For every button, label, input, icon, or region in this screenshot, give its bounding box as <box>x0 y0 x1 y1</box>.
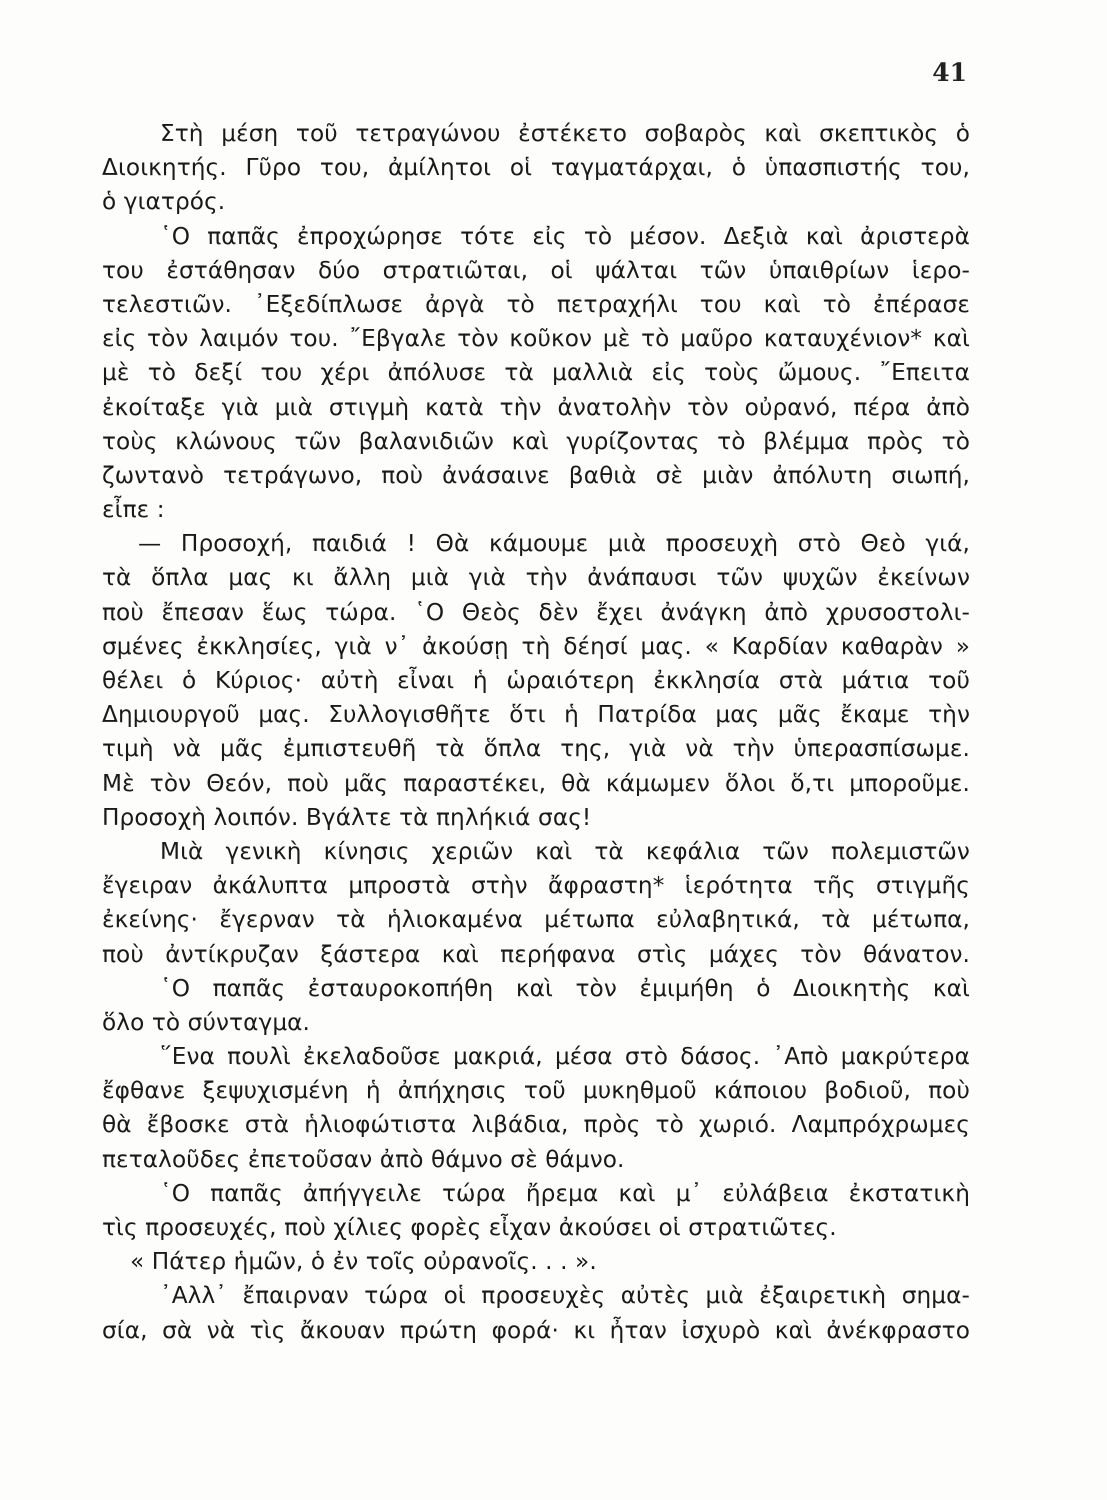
text-line: σία, σὰ νὰ τὶς ἄκουαν πρώτη φορά· κι ἦταν ἰσχυρὸ καὶ ἀνέκφραστο <box>102 1316 970 1344</box>
text-line: τοὺς κλώνους τῶν βαλανιδιῶν καὶ γυρίζοντας τὸ βλέμμα πρὸς τὸ <box>102 427 970 455</box>
text-line: ποὺ ἀντίκρυζαν ξάστερα καὶ περήφανα στὶς μάχες τὸν θάνατον. <box>102 940 970 968</box>
text-line: σμένες ἐκκλησίες, γιὰ ν᾽ ἀκούσῃ τὴ δέησί μας. « Καρδίαν καθαρὰν » <box>102 632 970 660</box>
text-line: ᾽Αλλ᾽ ἔπαιρναν τώρα οἱ προσευχὲς αὐτὲς μιὰ ἐξαιρετικὴ σημα- <box>160 1282 970 1310</box>
text-line: ῾Ο παπᾶς ἐσταυροκοπήθη καὶ τὸν ἐμιμήθη ὁ Διοικητὴς καὶ <box>160 974 970 1002</box>
text-line: ῾Ο παπᾶς ἐπροχώρησε τότε εἰς τὸ μέσον. Δεξιὰ καὶ ἀριστερὰ <box>160 222 970 250</box>
text-line: ἐκείνης· ἔγερναν τὰ ἡλιοκαμένα μέτωπα εὐλαβητικά, τὰ μέτωπα, <box>102 906 970 934</box>
text-line: του ἐστάθησαν δύο στρατιῶται, οἱ ψάλται τῶν ὑπαιθρίων ἱερο- <box>102 256 970 284</box>
text-line: ῾Ο παπᾶς ἀπήγγειλε τώρα ἤρεμα καὶ μ᾽ εὐλάβεια ἐκστατικὴ <box>160 1179 970 1207</box>
text-line: εἶπε : <box>102 496 165 524</box>
text-line: πεταλοῦδες ἐπετοῦσαν ἀπὸ θάμνο σὲ θάμνο. <box>102 1145 625 1173</box>
text-line: εἰς τὸν λαιμόν του. ῎Εβγαλε τὸν κοῦκον μὲ τὸ μαῦρο καταυχένιον* καὶ <box>102 325 970 353</box>
text-line: Μὲ τὸν Θεόν, ποὺ μᾶς παραστέκει, θὰ κάμωμεν ὅλοι ὅ,τι μποροῦμε. <box>102 769 970 797</box>
text-line: τελεστιῶν. ᾽Εξεδίπλωσε ἀργὰ τὸ πετραχήλι του καὶ τὸ ἐπέρασε <box>102 290 970 318</box>
text-line: μὲ τὸ δεξί του χέρι ἀπόλυσε τὰ μαλλιὰ εἰς τοὺς ὤμους. ῎Επειτα <box>102 359 970 387</box>
text-line: θέλει ὁ Κύριος· αὐτὴ εἶναι ἡ ὡραιότερη ἐκκλησία στὰ μάτια τοῦ <box>102 667 970 694</box>
text-line: τιμὴ νὰ μᾶς ἐμπιστευθῆ τὰ ὅπλα της, γιὰ νὰ τὴν ὑπερασπίσωμε. <box>102 735 970 763</box>
text-line: Δημιουργοῦ μας. Συλλογισθῆτε ὅτι ἡ Πατρίδα μας μᾶς ἔκαμε τὴν <box>102 701 970 729</box>
text-line: ἔφθανε ξεψυχισμένη ἡ ἀπήχησις τοῦ μυκηθμοῦ κάποιου βοδιοῦ, ποὺ <box>102 1077 970 1105</box>
text-line: ζωντανὸ τετράγωνο, ποὺ ἀνάσαινε βαθιὰ σὲ μιὰν ἀπόλυτη σιωπή, <box>102 461 970 489</box>
text-line: θὰ ἔβοσκε στὰ ἡλιοφώτιστα λιβάδια, πρὸς τὸ χωριό. Λαμπρόχρωμες <box>102 1111 970 1139</box>
text-line: — Προσοχή, παιδιά ! Θὰ κάμουμε μιὰ προσευχὴ στὸ Θεὸ γιά, <box>138 530 970 558</box>
text-line: ὅλο τὸ σύνταγμα. <box>102 1008 311 1036</box>
text-line: ἔγειραν ἀκάλυπτα μπροστὰ στὴν ἄφραστη* ἱερότητα τῆς στιγμῆς <box>102 872 970 900</box>
body-text <box>102 117 970 1348</box>
text-line: ποὺ ἔπεσαν ἕως τώρα. ῾Ο Θεὸς δὲν ἔχει ἀνάγκη ἀπὸ χρυσοστολι- <box>102 598 970 626</box>
text-line: Μιὰ γενικὴ κίνησις χεριῶν καὶ τὰ κεφάλια τῶν πολεμιστῶν <box>160 837 970 865</box>
text-line: τὶς προσευχές, ποὺ χίλιες φορὲς εἶχαν ἀκούσει οἱ στρατιῶτες. <box>102 1214 837 1241</box>
text-line: τὰ ὅπλα μας κι ἄλλη μιὰ γιὰ τὴν ἀνάπαυσι τῶν ψυχῶν ἐκείνων <box>102 564 970 592</box>
text-line: Προσοχὴ λοιπόν. Βγάλτε τὰ πηλήκιά σας! <box>102 803 592 831</box>
text-line: ὁ γιατρός. <box>102 188 226 216</box>
text-line: ἐκοίταξε γιὰ μιὰ στιγμὴ κατὰ τὴν ἀνατολὴν τὸν οὐρανό, πέρα ἀπὸ <box>102 393 970 421</box>
text-line: « Πάτερ ἡμῶν, ὁ ἐν τοῖς οὐρανοῖς. . . ». <box>130 1248 597 1276</box>
text-line: Στὴ μέση τοῦ τετραγώνου ἐστέκετο σοβαρὸς καὶ σκεπτικὸς ὁ <box>160 120 970 147</box>
text-line: Διοικητής. Γῦρο του, ἀμίλητοι οἱ ταγματάρχαι, ὁ ὑπασπιστής του, <box>102 154 970 182</box>
page-number: 41 <box>932 58 967 87</box>
text-line: ῞Ενα πουλὶ ἐκελαδοῦσε μακριά, μέσα στὸ δάσος. ᾽Απὸ μακρύτερα <box>160 1043 970 1071</box>
